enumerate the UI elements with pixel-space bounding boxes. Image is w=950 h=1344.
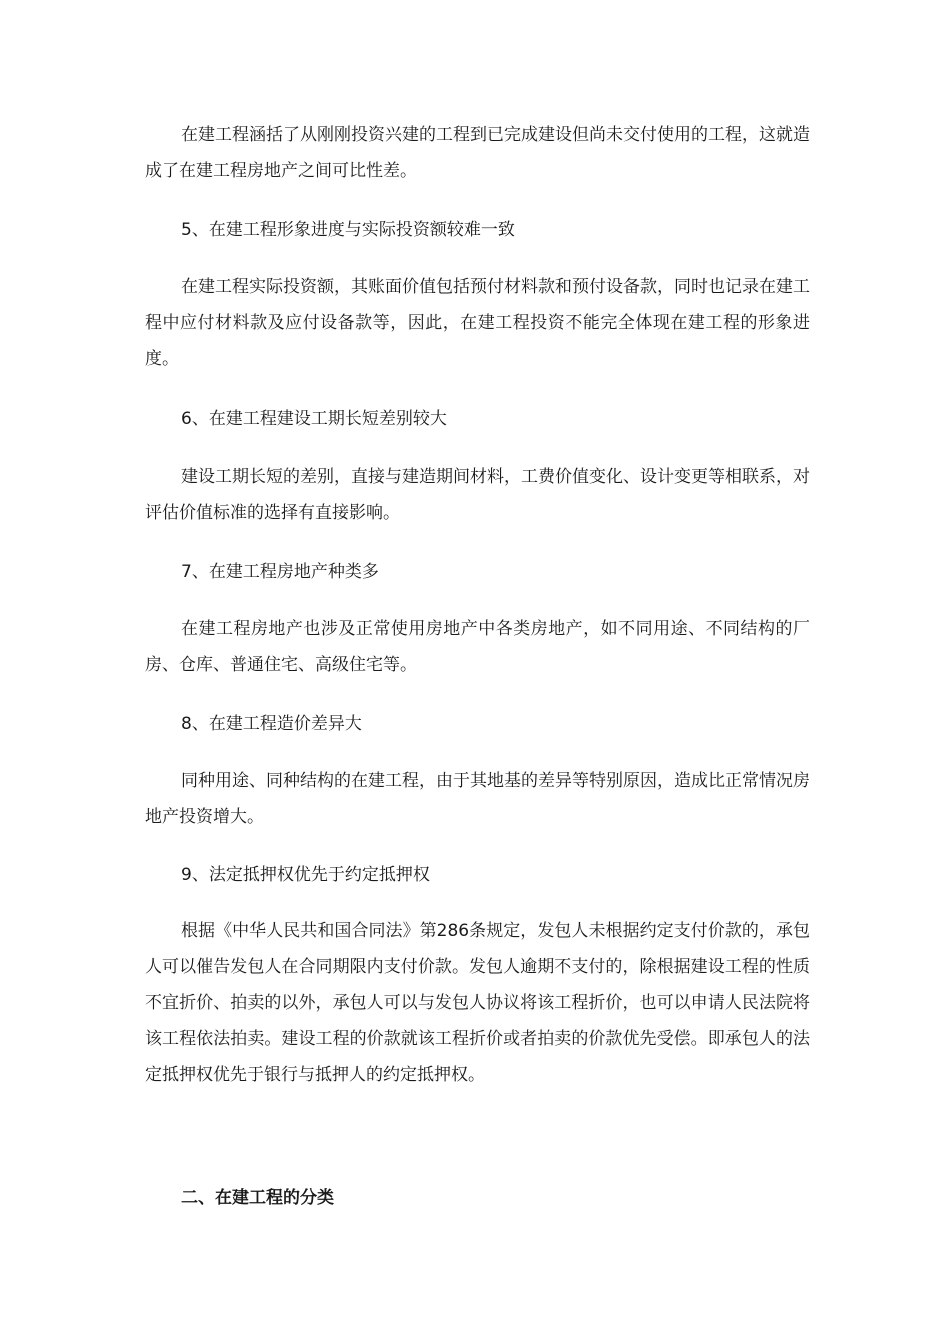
heading-6: 6、在建工程建设工期长短差别较大	[181, 409, 447, 429]
paragraph-comparability: 在建工程涵括了从刚刚投资兴建的工程到已完成建设但尚未交付使用的工程，这就造成了在建工程房地产之间可比性差。	[145, 125, 810, 181]
heading-5: 5、在建工程形象进度与实际投资额较难一致	[181, 220, 515, 240]
section-heading-classification: 二、在建工程的分类	[181, 1188, 334, 1208]
heading-9: 9、法定抵押权优先于约定抵押权	[181, 865, 430, 885]
paragraph-duration: 建设工期长短的差别，直接与建造期间材料，工费价值变化、设计变更等相联系，对评估价值标准的选择有直接影响。	[145, 467, 810, 523]
heading-7: 7、在建工程房地产种类多	[181, 562, 379, 582]
heading-8: 8、在建工程造价差异大	[181, 714, 362, 734]
paragraph-investment: 在建工程实际投资额，其账面价值包括预付材料款和预付设备款，同时也记录在建工程中应付材料款及应付设备款等，因此，在建工程投资不能完全体现在建工程的形象进度。	[145, 277, 810, 369]
paragraph-cost: 同种用途、同种结构的在建工程，由于其地基的差异等特别原因，造成比正常情况房地产投资增大。	[145, 771, 810, 827]
paragraph-types: 在建工程房地产也涉及正常使用房地产中各类房地产，如不同用途、不同结构的厂房、仓库、普通住宅、高级住宅等。	[145, 619, 810, 675]
paragraph-lien: 根据《中华人民共和国合同法》第286条规定，发包人未根据约定支付价款的，承包人可以催告发包人在合同期限内支付价款。发包人逾期不支付的，除根据建设工程的性质不宜折价、拍卖的以外，承包人可以与发包人协议将该工程折价，也可以申请人民法院将该工程依法拍卖。建设工程的价款就该工程折价或者拍卖的价款优先受偿。即承包人的法定抵押权优先于银行与抵押人的约定抵押权。	[145, 921, 810, 1085]
